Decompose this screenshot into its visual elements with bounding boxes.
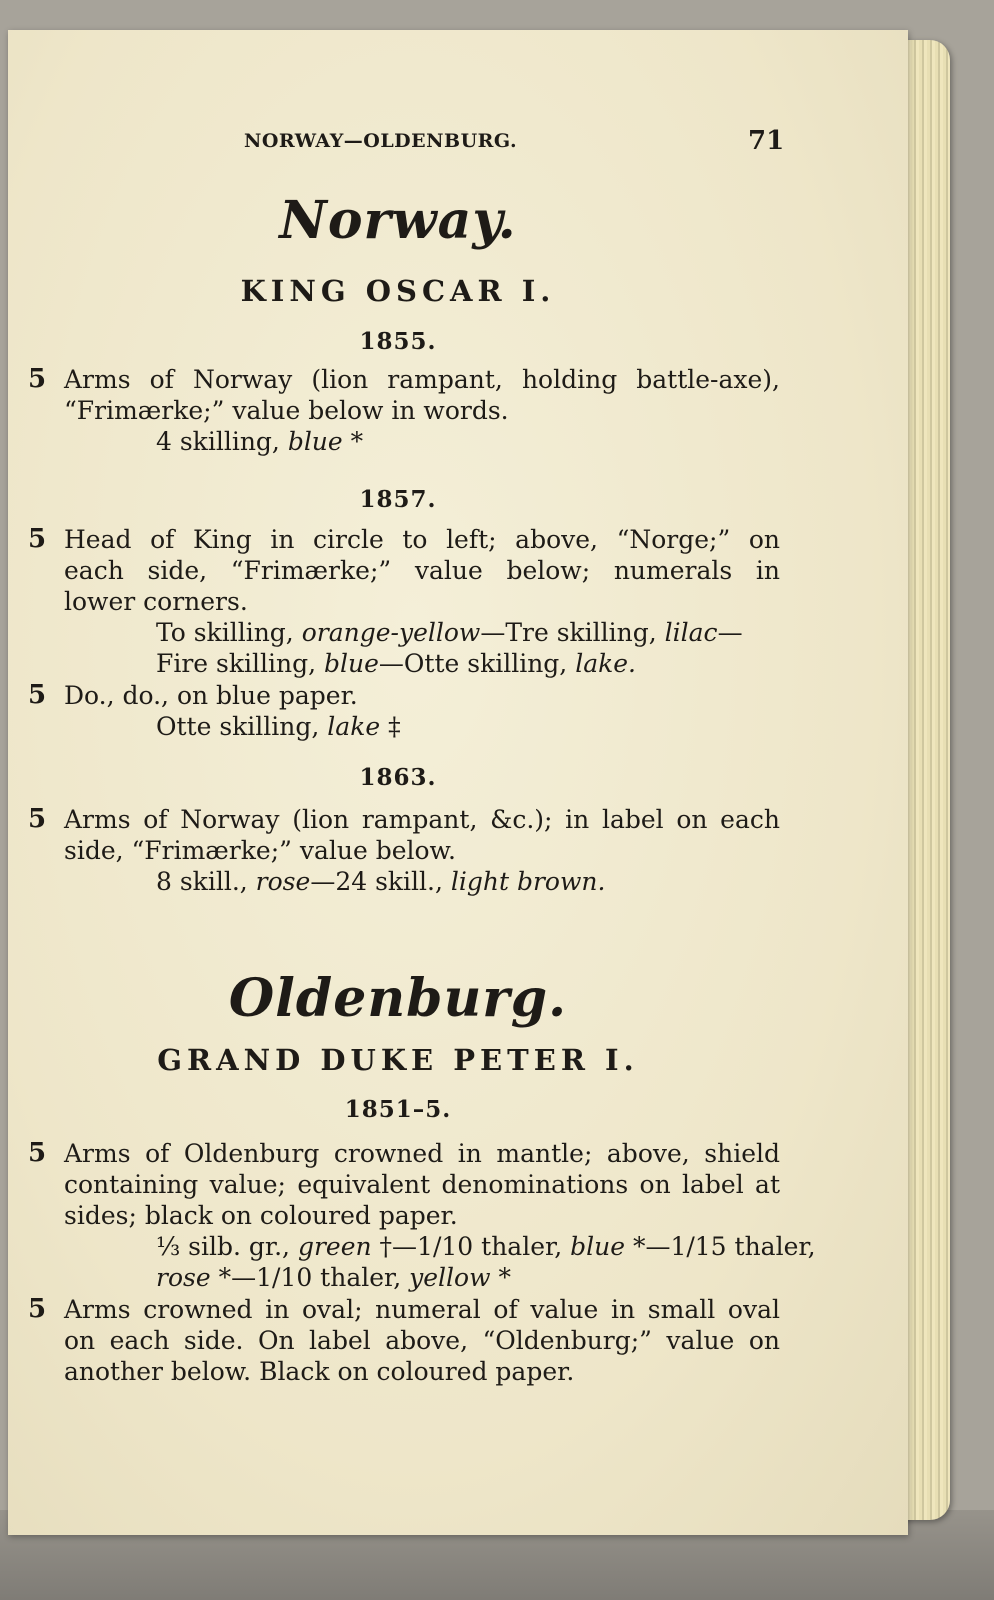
running-head: NORWAY—OLDENBURG. <box>244 130 518 152</box>
entry-description <box>64 1138 816 1293</box>
colour-name: blue <box>570 1232 625 1261</box>
entry-description <box>64 524 780 679</box>
description-line: Arms of Norway (lion rampant, &c.); in label on each <box>64 805 780 834</box>
value-text: Fire skilling, <box>156 649 324 678</box>
description-line: lower corners. <box>64 587 248 616</box>
colour-name: blue <box>287 427 343 456</box>
page-header <box>8 126 908 170</box>
colour-name: rose <box>156 1263 211 1292</box>
colour-name: yellow <box>409 1263 491 1292</box>
value-line <box>64 617 780 648</box>
ruler-heading-norway: KING OSCAR I. <box>240 274 556 308</box>
value-text: —24 skill., <box>310 867 451 896</box>
catalogue-number: 5 <box>28 1138 47 1168</box>
book-page <box>8 30 908 1535</box>
description-line: “Frimærke;” value below in words. <box>64 396 509 425</box>
value-line <box>64 426 780 457</box>
description-line: containing value; equivalent denominations on label at <box>64 1170 780 1199</box>
value-text: 4 skilling, <box>156 427 288 456</box>
country-title-norway: Norway. <box>279 190 517 251</box>
description-line: side, “Frimærke;” value below. <box>64 836 456 865</box>
colour-name: orange-yellow <box>301 618 481 647</box>
ruler-heading-oldenburg: GRAND DUKE PETER I. <box>157 1043 639 1077</box>
value-text: 8 skill., <box>156 867 256 896</box>
colour-name: lilac <box>664 618 718 647</box>
year-heading: 1851–5. <box>344 1096 452 1123</box>
value-text: —Tre skilling, <box>480 618 665 647</box>
description-line: Arms crowned in oval; numeral of value in small oval <box>64 1295 780 1324</box>
value-text: ⅓ silb. gr., <box>156 1232 298 1261</box>
year-heading: 1857. <box>359 486 437 513</box>
value-text: — <box>717 618 743 647</box>
colour-name: green <box>297 1232 372 1261</box>
value-text: ‡ <box>380 712 401 741</box>
value-line <box>64 866 780 897</box>
year-heading: 1855. <box>359 328 437 355</box>
value-line <box>64 711 780 742</box>
value-text: * <box>490 1263 511 1292</box>
entry-description <box>64 680 780 742</box>
colour-name: rose <box>255 867 311 896</box>
description-line: Do., do., on blue paper. <box>64 681 358 710</box>
description-line: sides; black on coloured paper. <box>64 1201 458 1230</box>
description-line: another below. Black on coloured paper. <box>64 1357 575 1386</box>
entry-description <box>64 1294 780 1387</box>
description-line: each side, “Frimærke;” value below; numerals in <box>64 556 780 585</box>
colour-name: lake <box>327 712 381 741</box>
colour-name: blue <box>324 649 379 678</box>
catalogue-number: 5 <box>28 804 47 834</box>
year-heading: 1863. <box>359 764 437 791</box>
value-line <box>64 1231 816 1262</box>
description-line: Arms of Norway (lion rampant, holding battle-axe), <box>64 365 780 394</box>
catalogue-number: 5 <box>28 524 47 554</box>
value-text: —Otte skilling, <box>378 649 576 678</box>
colour-name: lake. <box>575 649 636 678</box>
catalogue-number: 5 <box>28 364 47 394</box>
value-line <box>64 1262 780 1293</box>
entry-description <box>64 364 780 457</box>
value-text: To skilling, <box>156 618 302 647</box>
value-text: *—1/15 thaler, <box>625 1232 816 1261</box>
catalogue-number: 5 <box>28 1294 47 1324</box>
value-line <box>64 648 780 679</box>
description-line: on each side. On label above, “Oldenburg;” value on <box>64 1326 780 1355</box>
page-number: 71 <box>748 126 785 156</box>
country-title-oldenburg: Oldenburg. <box>228 968 568 1029</box>
colour-name: light brown. <box>450 867 606 896</box>
value-text: Otte skilling, <box>156 712 328 741</box>
value-text: *—1/10 thaler, <box>210 1263 410 1292</box>
entry-description <box>64 804 780 897</box>
description-line: Arms of Oldenburg crowned in mantle; above, shield <box>64 1139 780 1168</box>
value-text: †—1/10 thaler, <box>371 1232 571 1261</box>
description-line: Head of King in circle to left; above, “Norge;” on <box>64 525 780 554</box>
value-text: * <box>342 427 364 456</box>
catalogue-number: 5 <box>28 680 47 710</box>
